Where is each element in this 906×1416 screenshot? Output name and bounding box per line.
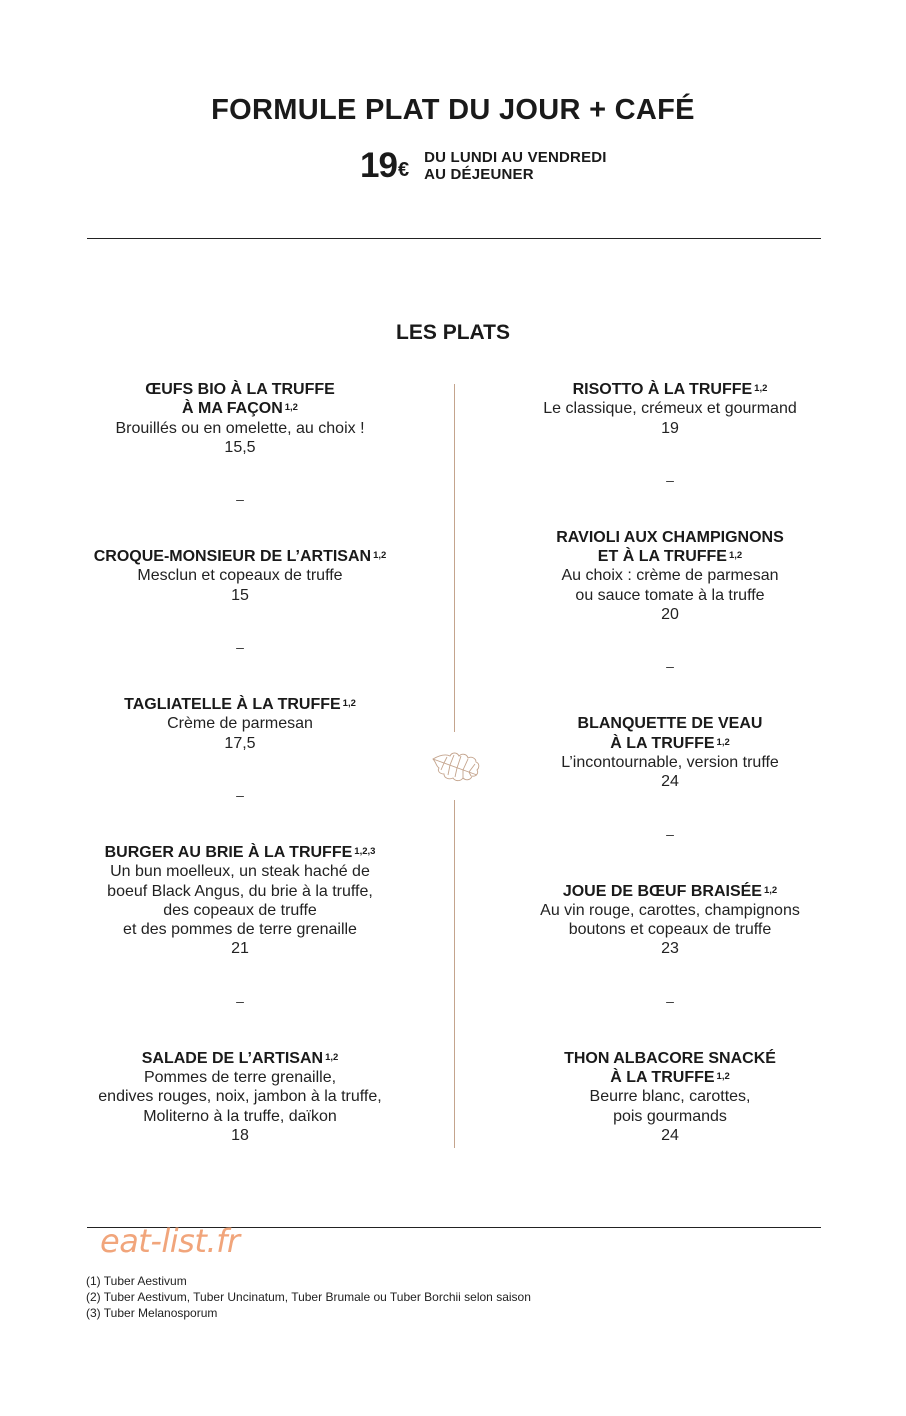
formula-price xyxy=(360,146,607,186)
dish-name xyxy=(490,380,850,399)
footnote-ref: 1,2 xyxy=(325,1051,339,1063)
dish-name xyxy=(60,695,420,714)
dish-name xyxy=(60,843,420,862)
footnote-ref: 1,2 xyxy=(284,402,298,414)
dish-name-text: À LA TRUFFE xyxy=(610,734,715,752)
dish-name-text: ET À LA TRUFFE xyxy=(597,548,727,566)
footnote-ref: 1,2 xyxy=(763,884,778,896)
menu-item xyxy=(490,714,850,791)
menu-item xyxy=(60,380,420,457)
dish-price: 21 xyxy=(231,940,249,958)
footnote-1: (1) Tuber Aestivum xyxy=(86,1274,187,1288)
dish-description: Au vin rouge, carottes, champignons xyxy=(540,901,800,919)
dish-name-text: BLANQUETTE DE VEAU xyxy=(577,715,763,733)
dish-name-line2 xyxy=(490,734,850,753)
dish-description: pois gourmands xyxy=(613,1107,727,1125)
top-rule xyxy=(87,238,821,239)
dish-description: des copeaux de truffe xyxy=(163,901,317,919)
section-title: LES PLATS xyxy=(396,321,510,344)
oak-leaf-icon xyxy=(430,745,482,789)
item-separator: – xyxy=(236,786,244,803)
menu-item xyxy=(60,843,420,959)
dish-price: 15 xyxy=(231,586,249,604)
dish-price: 17,5 xyxy=(224,734,256,752)
dishes-right-column xyxy=(490,380,850,1145)
dish-name-text: ŒUFS BIO À LA TRUFFE xyxy=(145,381,335,398)
watermark: eat-list.fr xyxy=(100,1222,240,1260)
dish-name-text: THON ALBACORE SNACKÉ xyxy=(564,1049,776,1067)
dish-name-text: À MA FAÇON xyxy=(182,400,283,418)
item-separator: – xyxy=(236,639,244,656)
dish-name-text: RAVIOLI AUX CHAMPIGNONS xyxy=(556,528,784,546)
dish-price: 23 xyxy=(661,940,679,958)
menu-item xyxy=(60,1049,420,1145)
dish-description: Crème de parmesan xyxy=(167,715,313,733)
dish-name xyxy=(60,380,420,399)
item-separator: – xyxy=(236,992,244,1009)
dish-name-text: RISOTTO À LA TRUFFE xyxy=(572,381,753,398)
dish-description: Mesclun et copeaux de truffe xyxy=(137,567,343,585)
footnotes xyxy=(86,1273,531,1321)
item-separator: – xyxy=(666,658,674,675)
menu-item xyxy=(490,882,850,959)
dish-name-text: À LA TRUFFE xyxy=(610,1069,715,1087)
menu-item xyxy=(60,695,420,753)
footnote-ref: 1,2 xyxy=(342,698,356,710)
dish-price: 19 xyxy=(661,419,679,437)
footnote-ref: 1,2 xyxy=(754,383,768,394)
dish-name xyxy=(60,547,420,566)
menu-item xyxy=(490,1049,850,1145)
dish-price: 18 xyxy=(231,1126,249,1144)
dish-name-text: SALADE DE L’ARTISAN xyxy=(141,1049,324,1067)
dish-name-line2 xyxy=(490,1068,850,1087)
availability-info xyxy=(424,149,607,183)
dish-name xyxy=(60,1049,420,1068)
dish-description: Un bun moelleux, un steak haché de xyxy=(110,863,370,881)
dish-description: Pommes de terre grenaille, xyxy=(143,1069,337,1087)
dish-description: Beurre blanc, carottes, xyxy=(589,1088,751,1106)
footnote-2: (2) Tuber Aestivum, Tuber Uncinatum, Tuber Brumale ou Tuber Borchii selon saison xyxy=(86,1290,531,1304)
dish-description: endives rouges, noix, jambon à la truffe, xyxy=(98,1088,382,1106)
menu-item xyxy=(490,380,850,438)
dish-name xyxy=(490,528,850,547)
dish-name-text: BURGER AU BRIE À LA TRUFFE xyxy=(104,843,353,861)
dish-name-text: JOUE DE BŒUF BRAISÉE xyxy=(562,882,762,900)
dishes-left-column xyxy=(60,380,420,1145)
dish-name-text: CROQUE-MONSIEUR DE L’ARTISAN xyxy=(93,548,372,566)
footnote-ref: 1,2 xyxy=(716,1071,730,1083)
column-divider-bottom xyxy=(454,800,455,1148)
dish-name-text: TAGLIATELLE À LA TRUFFE xyxy=(124,696,341,714)
dish-name xyxy=(490,882,850,901)
dish-name-line2 xyxy=(490,547,850,566)
availability-time: AU DÉJEUNER xyxy=(424,166,534,183)
dish-price: 24 xyxy=(661,773,679,791)
dish-name xyxy=(490,714,850,733)
dish-description: Au choix : crème de parmesan xyxy=(561,567,779,585)
menu-item xyxy=(60,547,420,605)
footnote-ref: 1,2,3 xyxy=(354,845,376,857)
dish-description: boutons et copeaux de truffe xyxy=(568,921,772,939)
dish-price: 15,5 xyxy=(224,438,256,456)
item-separator: – xyxy=(666,825,674,842)
dish-description: Le classique, crémeux et gourmand xyxy=(543,400,797,418)
footnote-ref: 1,2 xyxy=(716,736,730,748)
item-separator: – xyxy=(666,992,674,1009)
dish-name xyxy=(490,1049,850,1068)
menu-item xyxy=(490,528,850,624)
price-amount: 19 xyxy=(360,146,397,185)
price-currency: € xyxy=(397,158,410,181)
column-divider-top xyxy=(454,384,455,732)
dish-description: ou sauce tomate à la truffe xyxy=(575,586,765,604)
item-separator: – xyxy=(666,471,674,488)
menu-title: FORMULE PLAT DU JOUR + CAFÉ xyxy=(211,94,695,126)
footnote-ref: 1,2 xyxy=(373,550,387,562)
item-separator: – xyxy=(236,491,244,508)
dish-price: 20 xyxy=(661,606,679,624)
footnote-3: (3) Tuber Melanosporum xyxy=(86,1306,218,1320)
dish-description: L’incontournable, version truffe xyxy=(561,753,779,771)
dish-description: et des pommes de terre grenaille xyxy=(123,921,357,939)
availability-days: DU LUNDI AU VENDREDI xyxy=(424,149,607,166)
dish-price: 24 xyxy=(661,1126,679,1144)
dish-description: boeuf Black Angus, du brie à la truffe, xyxy=(107,882,373,900)
dish-description: Brouillés ou en omelette, au choix ! xyxy=(115,419,365,437)
footnote-ref: 1,2 xyxy=(728,550,743,562)
dish-description: Moliterno à la truffe, daïkon xyxy=(143,1107,337,1125)
dish-name-line2 xyxy=(60,399,420,418)
